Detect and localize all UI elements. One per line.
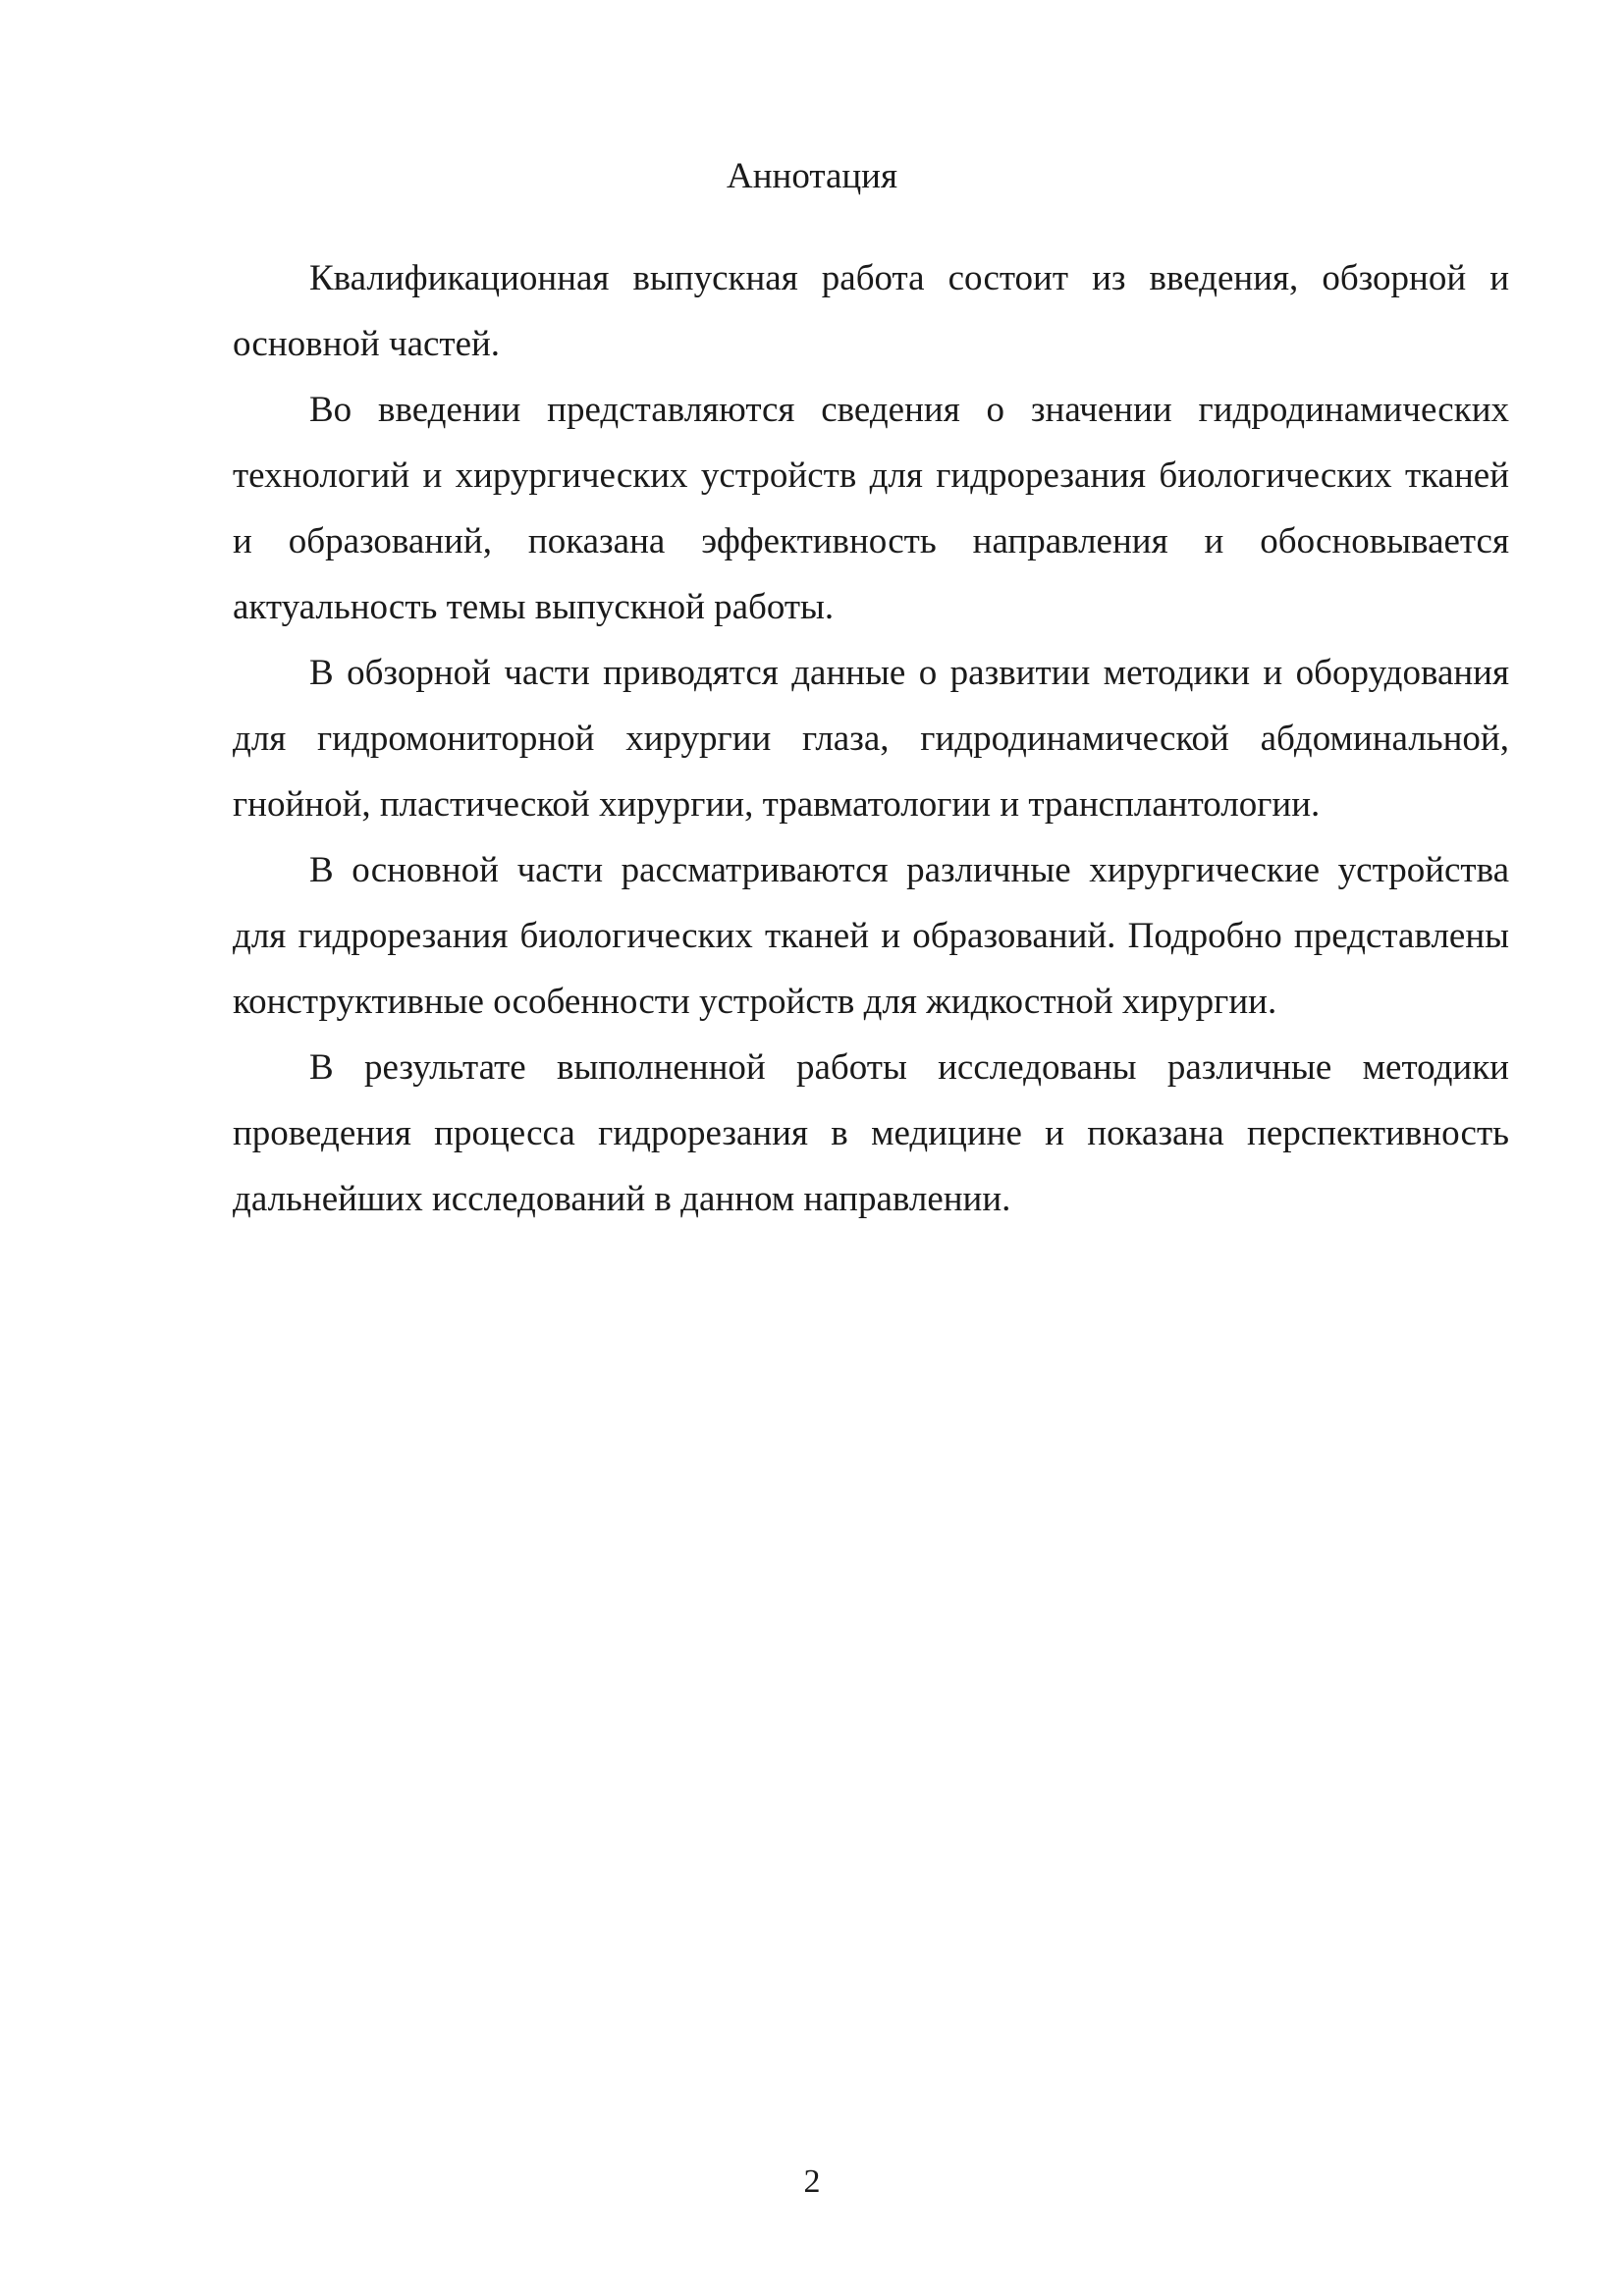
page-title: Аннотация [727,156,897,196]
paragraph-results-summary: В результате выполненной работы исследованы различные методики проведения процесса гидрорезания в медицине и показана перспективность дальнейших исследований в данном направлении. [233,1047,1509,1219]
paragraph-main-part-summary: В основной части рассматриваются различные хирургические устройства для гидрорезания биологических тканей и образований. Подробно представлены конструктивные особенности устройств для жидкостной хирургии. [233,850,1509,1022]
paragraph-introduction-summary: Во введении представляются сведения о значении гидродинамических технологий и хирургических устройств для гидрорезания биологических тканей и образований, показана эффективность направления и обосновывается актуальность темы выпускной работы. [233,390,1509,627]
annotation-body [233,245,1509,1232]
paragraph-review-summary: В обзорной части приводятся данные о развитии методики и оборудования для гидромониторной хирургии глаза, гидродинамической абдоминальной, гнойной, пластической хирургии, травматологии и трансплантологии. [233,653,1509,825]
page-number: 2 [803,2163,821,2200]
paragraph-intro: Квалификационная выпускная работа состоит из введения, обзорной и основной частей. [233,258,1509,364]
